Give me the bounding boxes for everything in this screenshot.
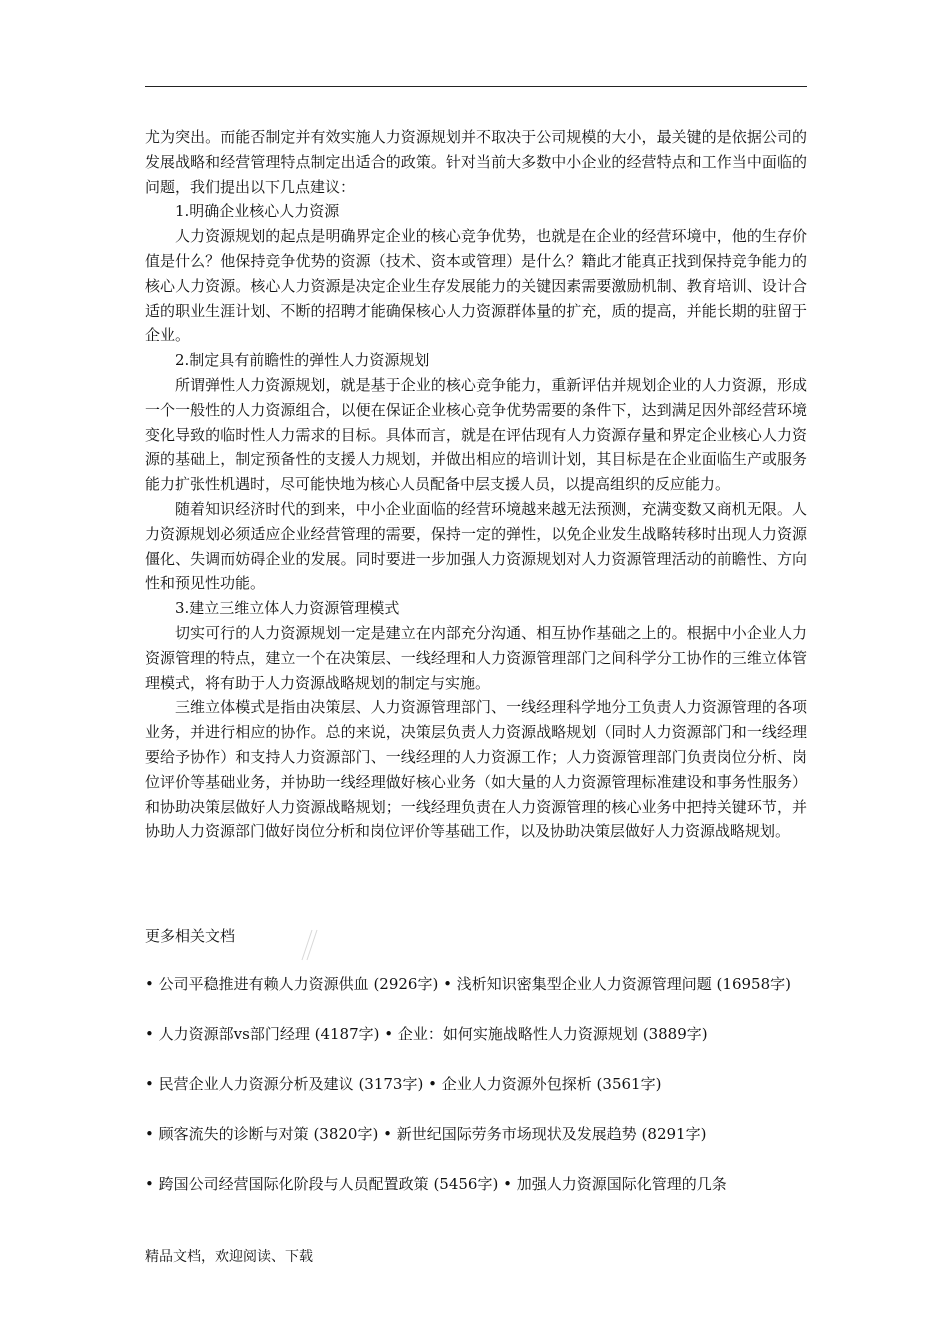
word-count: (16958字) [716,975,791,993]
related-docs-line [145,1022,807,1046]
related-doc-link[interactable]: 公司平稳推进有赖人力资源供血 [158,975,369,993]
bullet-icon: • [384,1025,394,1043]
section-heading-3: 3.建立三维立体人力资源管理模式 [175,599,400,618]
related-doc-link[interactable]: 民营企业人力资源分析及建议 [158,1075,354,1093]
bullet-icon: • [443,975,452,993]
paragraph-5: 切实可行的人力资源规划一定是建立在内部充分沟通、相互协作基础之上的。根据中小企业人力资源管理的特点，建立一个在决策层、一线经理和人力资源管理部门之间科学分工协作的三维立体管理模式，将有助于人力资源战略规划的制定与实施。 [145,623,807,692]
paragraph-1: 尤为突出。而能否制定并有效实施人力资源规划并不取决于公司规模的大小，最关键的是依据公司的发展战略和经营管理特点制定出适合的政策。针对当前大多数中小企业的经营特点和工作当中面临的问题，我们提出以下几点建议： [145,128,807,196]
related-docs-list [145,972,807,1196]
related-docs-line [145,1072,807,1096]
word-count: (3561字) [596,1075,662,1093]
paragraph-2: 人力资源规划的起点是明确界定企业的核心竞争优势，也就是在企业的经营环境中，他的生存价值是什么？他保持竞争优势的资源（技术、资本或管理）是什么？籍此才能真正找到保持竞争能力的核心人力资源。核心人力资源是决定企业生存发展能力的关键因素需要激励机制、教育培训、设计合适的职业生涯计划、不断的招聘才能确保核心人力资源群体量的扩充，质的提高，并能长期的驻留于企业。 [145,227,807,345]
word-count: (3889字) [642,1025,708,1043]
paragraph-6: 三维立体模式是指由决策层、人力资源管理部门、一线经理科学地分工负责人力资源管理的各项业务，并进行相应的协作。总的来说，决策层负责人力资源战略规划（同时人力资源部门和一线经理要给予协作）和支持人力资源部门、一线经理的人力资源工作；人力资源管理部门负责岗位分析、岗位评价等基础业务，并协助一线经理做好核心业务（如大量的人力资源管理标准建设和事务性服务）和协助决策层做好人力资源战略规划；一线经理负责在人力资源管理的核心业务中把持关键环节，并协助人力资源部门做好岗位分析和岗位评价等基础工作，以及协助决策层做好人力资源战略规划。 [145,698,807,841]
bullet-icon: • [145,1125,154,1143]
footer-note: 精品文档，欢迎阅读、下载 [145,1249,313,1265]
related-doc-link[interactable]: 新世纪国际劳务市场现状及发展趋势 [396,1125,637,1143]
more-docs-title: 更多相关文档 [145,927,236,945]
word-count: (4187字) [314,1025,380,1043]
related-docs-line [145,1172,807,1196]
word-count: (8291字) [641,1125,707,1143]
watermark-mark [298,928,320,962]
related-doc-link[interactable]: 人力资源部vs部门经理 [158,1025,310,1043]
document-body [145,125,807,844]
word-count: (5456字) [433,1175,499,1193]
related-doc-link[interactable]: 企业：如何实施战略性人力资源规划 [397,1025,638,1043]
paragraph-4: 随着知识经济时代的到来，中小企业面临的经营环境越来越无法预测，充满变数又商机无限。人力资源规划必须适应企业经营管理的需要，保持一定的弹性，以免企业发生战略转移时出现人力资源僵化、失调而妨碍企业的发展。同时要进一步加强人力资源规划对人力资源管理活动的前瞻性、方向性和预见性功能。 [145,499,807,593]
word-count: (3173字) [358,1075,424,1093]
related-doc-link[interactable]: 跨国公司经营国际化阶段与人员配置政策 [158,1175,429,1193]
bullet-icon: • [503,1175,512,1193]
bullet-icon: • [145,1025,154,1043]
related-doc-link[interactable]: 顾客流失的诊断与对策 [158,1125,309,1143]
bullet-icon: • [145,1075,154,1093]
related-doc-link[interactable]: 企业人力资源外包探析 [441,1075,592,1093]
bullet-icon: • [428,1075,437,1093]
related-doc-link[interactable]: 加强人力资源国际化管理的几条 [516,1175,727,1193]
paragraph-3: 所谓弹性人力资源规划，就是基于企业的核心竞争能力，重新评估并规划企业的人力资源，形成一个一般性的人力资源组合，以便在保证企业核心竞争优势需要的条件下，达到满足因外部经营环境变化导致的临时性人力需求的目标。具体而言，就是在评估现有人力资源存量和界定企业核心人力资源的基础上，制定预备性的支援人力规划，并做出相应的培训计划，其目标是在企业面临生产或服务能力扩张性机遇时，尽可能快地为核心人员配备中层支援人员，以提高组织的反应能力。 [145,375,807,494]
bullet-icon: • [145,975,154,993]
section-heading-1: 1.明确企业核心人力资源 [175,202,340,221]
word-count: (3820字) [313,1125,379,1143]
related-docs-line [145,1122,807,1146]
section-heading-2: 2.制定具有前瞻性的弹性人力资源规划 [175,351,430,370]
bullet-icon: • [145,1175,154,1193]
header-rule [145,86,807,87]
related-doc-link[interactable]: 浅析知识密集型企业人力资源管理问题 [456,975,712,993]
bullet-icon: • [383,1125,392,1143]
word-count: (2926字) [373,975,439,993]
related-docs-line [145,972,807,996]
